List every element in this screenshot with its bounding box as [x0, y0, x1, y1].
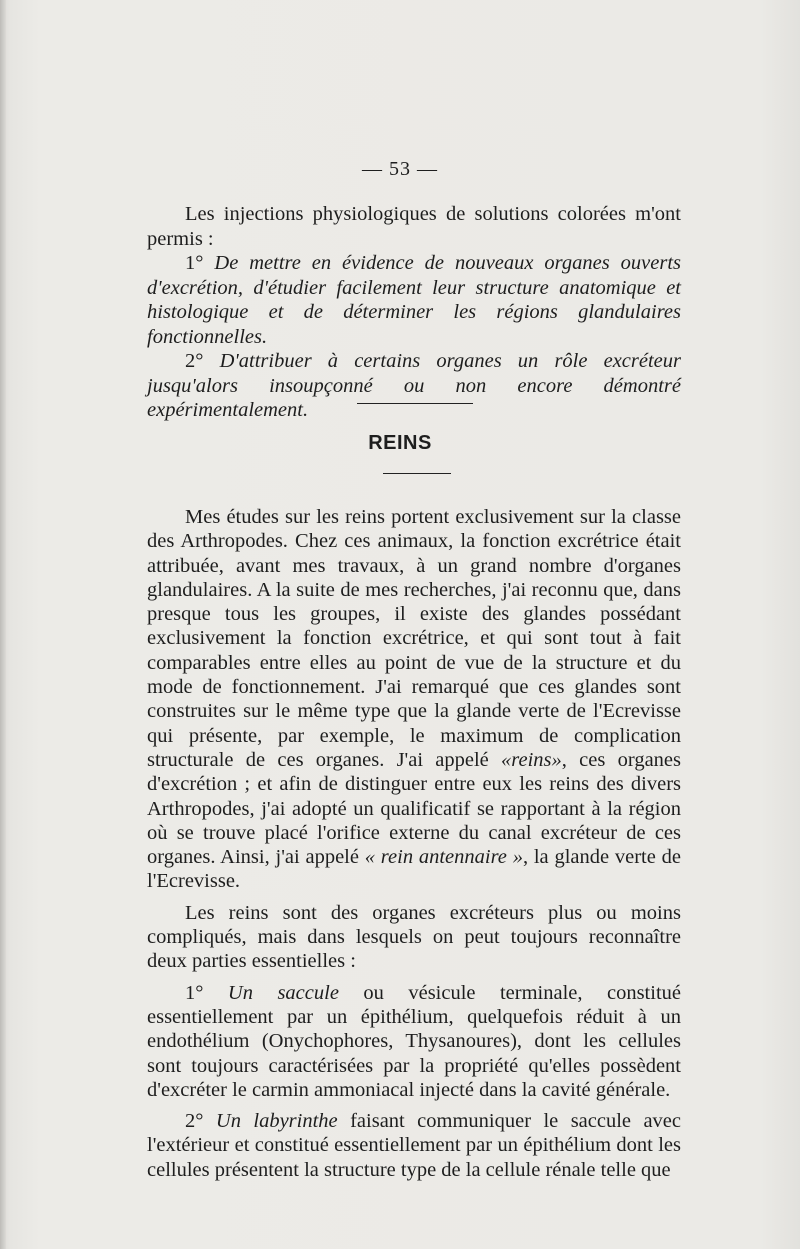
intro-item-1 — [147, 251, 681, 349]
item-text: D'attribuer à certains organes un rôle excréteur jusqu'alors insoupçonné ou non encore démontré expérimentalement. — [147, 350, 681, 421]
divider-rule-bottom — [383, 473, 451, 474]
body-paragraph-1: Mes études sur les reins portent exclusivement sur la classe des Arthropodes. Chez ces animaux, la fonction excrétrice était attribuée, avant mes travaux, à un grand nombre d'organes glandulaires. A la suite de mes recherches, j'ai reconnu que, dans presque tous les groupes, il existe des glandes possédant exclusivement la fonction excrétrice, et qui sont tout à fait comparables entre elles au point de vue de la structure et du mode de fonctionnement. J'ai remarqué que ces glandes sont construites sur le même type que la glande verte de l'Ecrevisse qui présente, par exemple, le maximum de complication structurale de ces organes. J'ai appelé «reins», ces organes d'excrétion ; et afin de distinguer entre eux les reins des divers Arthropodes, j'ai adopté un qualificatif se rapportant à la région où se trouve placé l'orifice externe du canal excréteur de ces organes. Ainsi, j'ai appelé « rein antennaire », la glande verte de l'Ecrevisse. — [147, 506, 681, 893]
body-block — [147, 505, 681, 1182]
body-paragraph-2: Les reins sont des organes excréteurs plus ou moins compliqués, mais dans lesquels on peut toujours reconnaître deux parties essentielles : — [147, 901, 681, 973]
term-saccule: Un saccule — [227, 981, 339, 1004]
item-number: 2° — [185, 350, 204, 372]
section-heading: REINS — [368, 432, 432, 454]
item-number: 1° — [185, 252, 204, 274]
item-text: De mettre en évidence de nouveaux organes ouverts d'excrétion, d'étudier facilement leur structure anatomique et histologique et de déterminer les régions glandulaires fonctionnelles. — [147, 252, 682, 348]
body-paragraph-3: 1° Un saccule ou vésicule terminale, constitué essentiellement par un épithélium, quelquefois réduit à un endothélium (Onychophores, Thysanoures), dont les cellules sont toujours caractérisées par la propriété qu'elles possèdent d'excréter le carmin ammoniacal injecté dans la cavité générale. — [147, 981, 681, 1101]
intro-item-2 — [147, 349, 681, 423]
body-paragraph-4: 2° Un labyrinthe faisant communiquer le saccule avec l'extérieur et constitué essentiellement par un épithélium dont les cellules présentent la structure type de la cellule rénale telle que — [147, 1110, 681, 1181]
page-binding-edge — [0, 0, 6, 1249]
intro-block — [147, 202, 681, 423]
term-rein-antennaire: « rein antennaire » — [364, 846, 523, 869]
page-number: — 53 — — [362, 158, 438, 180]
term-labyrinthe: Un labyrinthe — [215, 1110, 338, 1133]
divider-rule-top — [357, 403, 473, 404]
intro-paragraph: Les injections physiologiques de solutions colorées m'ont permis : — [147, 203, 681, 250]
term-reins: «reins» — [501, 748, 562, 771]
